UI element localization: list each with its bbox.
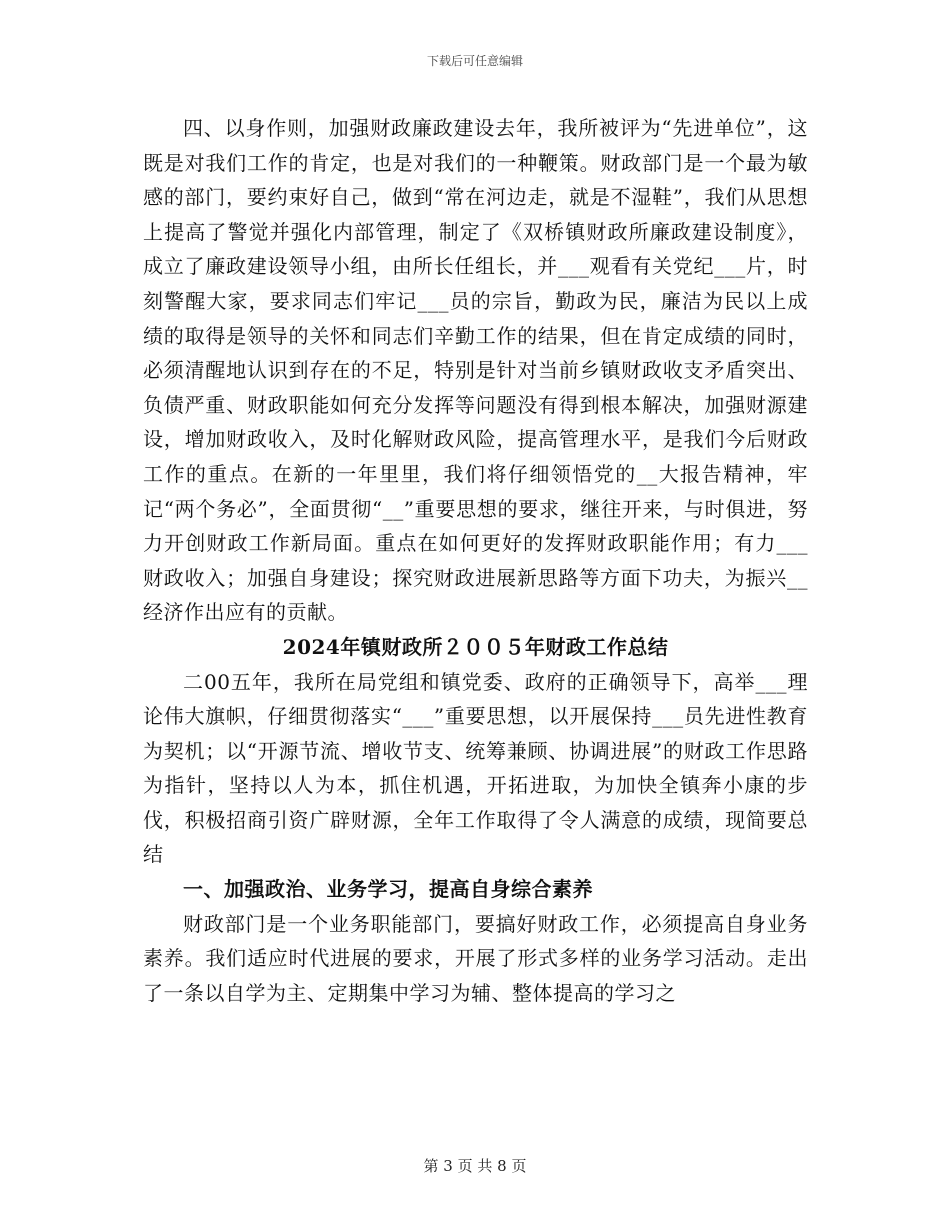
page-header: 下载后可任意编辑 <box>426 54 523 68</box>
section-heading-study: 一、加强政治、业务学习，提高自身综合素养 <box>183 877 593 902</box>
document-body <box>143 111 808 1010</box>
paragraph-study: 财政部门是一个业务职能部门，要搞好财政工作，必须提高自身业务素养。我们适应时代进展的要求，开展了形式多样的业务学习活动。走出了一条以自学为主、定期集中学习为辅、整体提高的学习之 <box>143 911 808 1005</box>
document-title: 2024年镇财政所２００５年财政工作总结 <box>282 634 669 659</box>
paragraph-intro: 二00五年，我所在局党组和镇党委、政府的正确领导下，高举___理论伟大旗帜，仔细贯彻落实“___”重要思想，以开展保持___员先进性教育为契机；以“开源节流、增收节支、统筹兼顾、协调进展”的财政工作思路为指针，坚持以人为本，抓住机遇，开拓进取，为加快全镇奔小康的步伐，积极招商引资广辟财源，全年工作取得了令人满意的成绩，现简要总结 <box>143 669 808 867</box>
page-number: 第 3 页 共 8 页 <box>423 1157 527 1175</box>
paragraph-integrity: 四、以身作则，加强财政廉政建设去年，我所被评为“先进单位”，这既是对我们工作的肯定，也是对我们的一种鞭策。财政部门是一个最为敏感的部门，要约束好自己，做到“常在河边走，就是不湿鞋”，我们从思想上提高了警觉并强化内部管理，制定了《双桥镇财政所廉政建设制度》，成立了廉政建设领导小组，由所长任组长，并___观看有关党纪___片，时刻警醒大家，要求同志们牢记___员的宗旨，勤政为民，廉洁为民以上成绩的取得是领导的关怀和同志们辛勤工作的结果，但在肯定成绩的同时，必须清醒地认识到存在的不足，特别是针对当前乡镇财政收支矛盾突出、负债严重、财政职能如何充分发挥等问题没有得到根本解决，加强财源建设，增加财政收入，及时化解财政风险，提高管理水平，是我们今后财政工作的重点。在新的一年里里，我们将仔细领悟党的__大报告精神，牢记“两个务必”，全面贯彻“__”重要思想的要求，继往开来，与时俱进，努力开创财政工作新局面。重点在如何更好的发挥财政职能作用；有力___财政收入；加强自身建设；探究财政进展新思路等方面下功夫，为振兴__经济作出应有的贡献。 <box>143 116 808 625</box>
